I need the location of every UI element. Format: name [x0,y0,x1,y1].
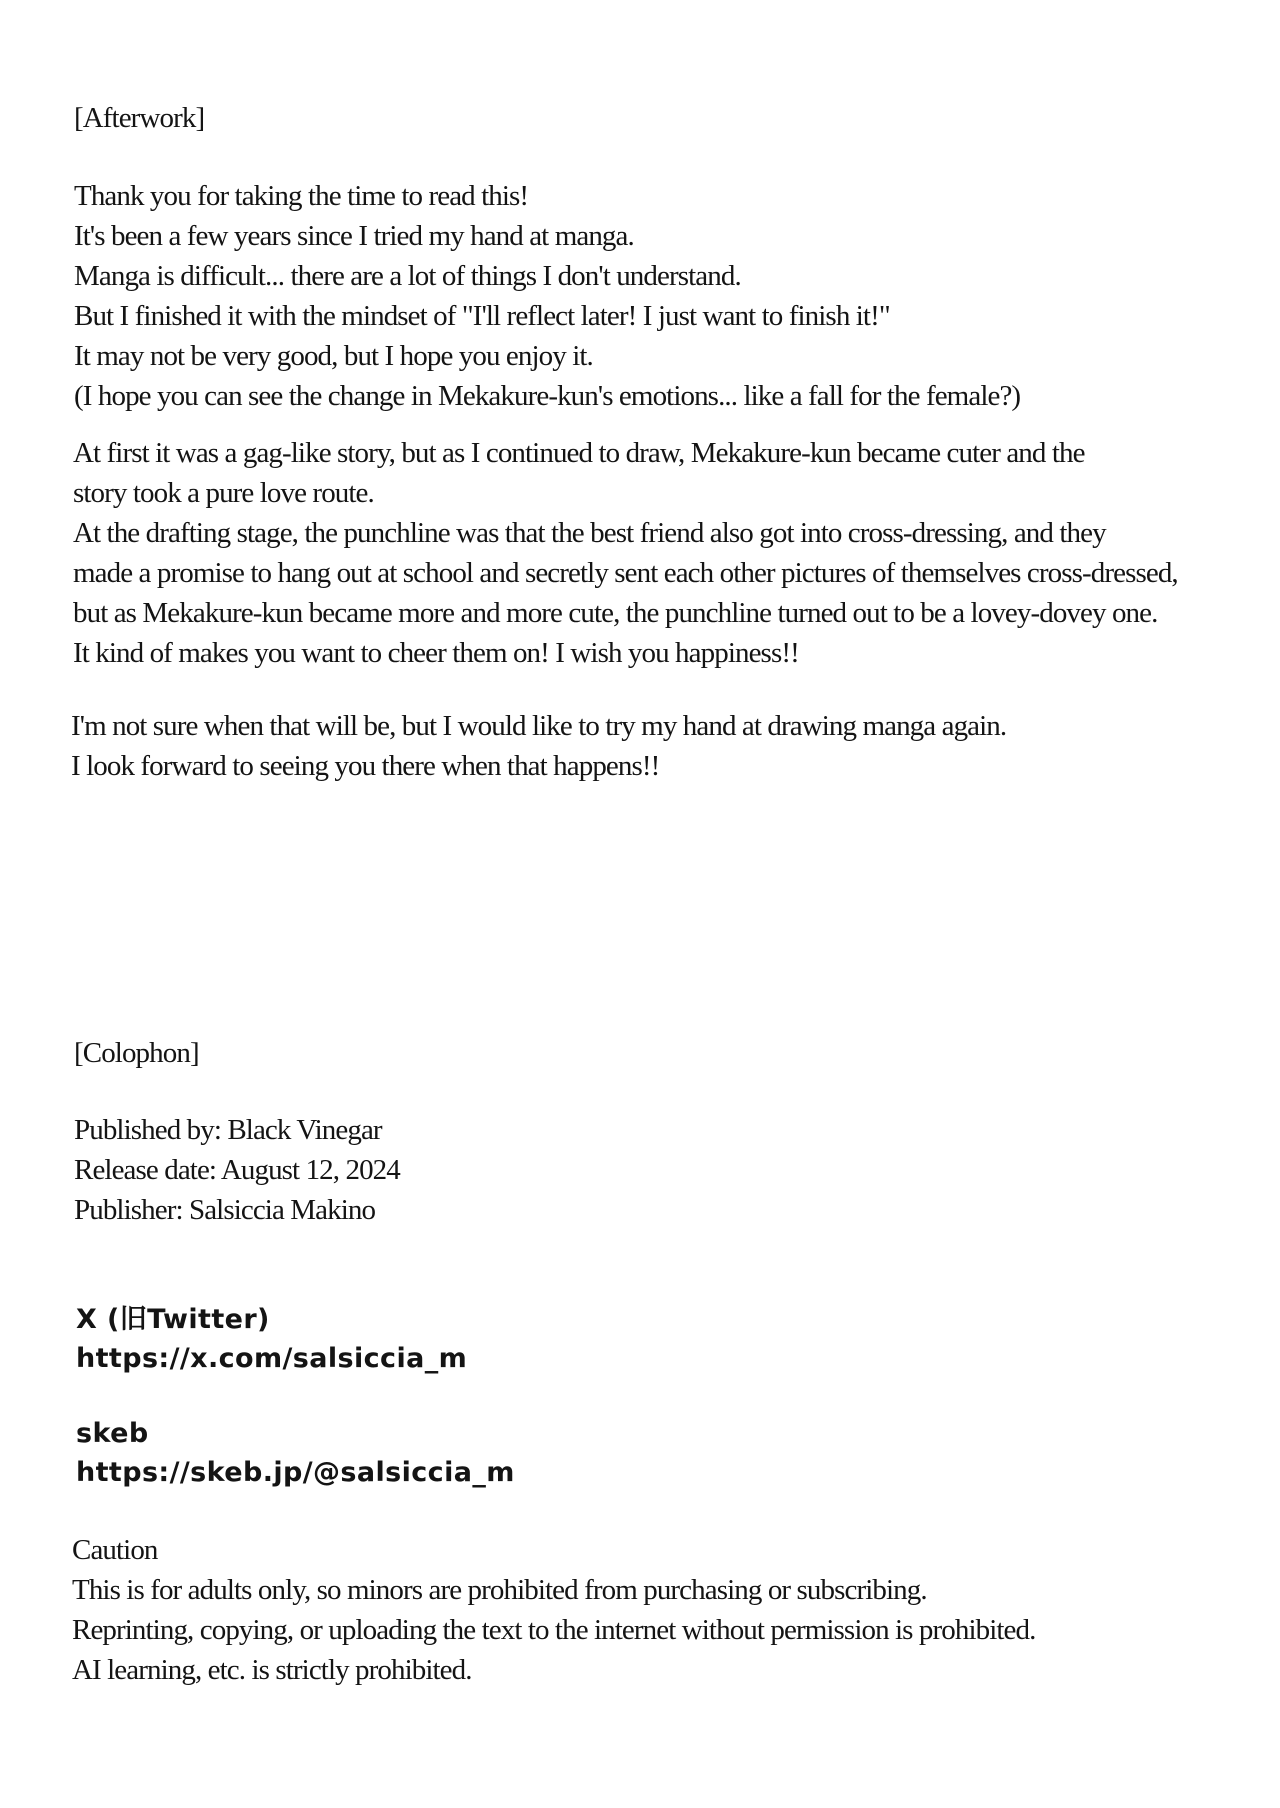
text-line: story took a pure love route. [73,477,374,509]
text-line: I look forward to seeing you there when that happens!! [71,750,660,782]
x-url-link[interactable]: https://x.com/salsiccia_m [76,1343,468,1374]
release-date: Release date: August 12, 2024 [74,1154,400,1186]
caution-line: Reprinting, copying, or uploading the text to the internet without permission is prohibited. [72,1614,1036,1646]
afterwork-heading: [Afterwork] [74,102,205,134]
colophon-heading: [Colophon] [74,1037,199,1069]
text-line: Thank you for taking the time to read this! [74,180,529,212]
text-line: At first it was a gag-like story, but as I continued to draw, Mekakure-kun became cuter and the [73,437,1085,469]
caution-block [72,1530,1262,1690]
afterwork-paragraph-1 [74,176,1264,416]
afterwork-paragraph-3 [71,706,1261,786]
afterwork-paragraph-2 [73,433,1263,673]
text-line: But I finished it with the mindset of "I'll reflect later! I just want to finish it!" [74,300,890,332]
text-line: It kind of makes you want to cheer them on! I wish you happiness!! [73,637,799,669]
x-label: X (旧Twitter) [76,1304,270,1335]
text-line: At the drafting stage, the punchline was that the best friend also got into cross-dressing, and they [73,517,1106,549]
published-by: Published by: Black Vinegar [74,1114,382,1146]
publisher: Publisher: Salsiccia Makino [74,1194,376,1226]
text-line: but as Mekakure-kun became more and more cute, the punchline turned out to be a lovey-dovey one. [73,597,1158,629]
text-line: Manga is difficult... there are a lot of things I don't understand. [74,260,741,292]
text-line: (I hope you can see the change in Mekakure-kun's emotions... like a fall for the female?) [74,380,1021,412]
caution-heading: Caution [72,1534,158,1566]
caution-line: This is for adults only, so minors are prohibited from purchasing or subscribing. [72,1574,927,1606]
text-line: It may not be very good, but I hope you enjoy it. [74,340,593,372]
sns-x-block [76,1300,1266,1378]
text-line: I'm not sure when that will be, but I would like to try my hand at drawing manga again. [71,710,1007,742]
sns-skeb-block [76,1414,1266,1492]
colophon-info [74,1110,1264,1230]
skeb-label: skeb [76,1418,149,1449]
text-line: It's been a few years since I tried my hand at manga. [74,220,634,252]
text-line: made a promise to hang out at school and secretly sent each other pictures of themselves cross-dressed, [73,557,1178,589]
skeb-url-link[interactable]: https://skeb.jp/@salsiccia_m [76,1457,515,1488]
caution-line: AI learning, etc. is strictly prohibited. [72,1654,472,1686]
